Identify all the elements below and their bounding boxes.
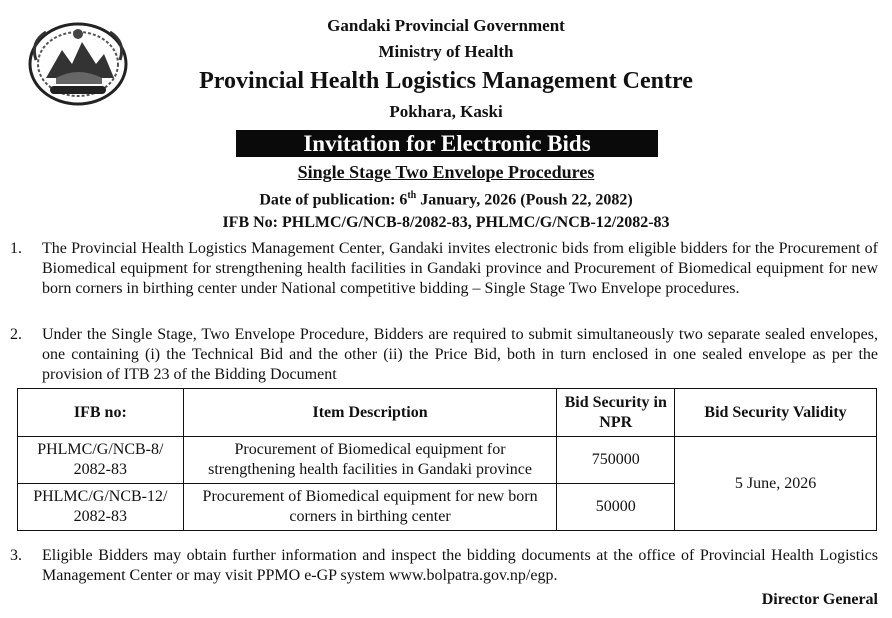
description-cell: Procurement of Biomedical equipment for new born corners in birthing center <box>183 484 557 531</box>
paragraph-3: 3. Eligible Bidders may obtain further information and inspect the bidding documents at the office of Provincial Health Logistics Management Center or may visit PPMO e-GP system www.bolpatra.gov.np/egp. <box>10 547 878 584</box>
notice-title-banner: Invitation for Electronic Bids <box>236 130 658 157</box>
ifb-cell: PHLMC/G/NCB-12/ 2082-83 <box>18 484 184 531</box>
publication-date: Date of publication: 6th January, 2026 (Poush 22, 2082) <box>259 190 633 209</box>
centre-name: Provincial Health Logistics Management Centre <box>199 68 693 94</box>
procedure-title: Single Stage Two Envelope Procedures <box>297 162 595 182</box>
validity-cell: 5 June, 2026 <box>675 437 877 531</box>
ministry-name: Ministry of Health <box>378 42 514 61</box>
location: Pokhara, Kaski <box>389 102 503 121</box>
table-row <box>18 437 877 484</box>
ifb-numbers: IFB No: PHLMC/G/NCB-8/2082-83, PHLMC/G/NCB-12/2082-83 <box>222 214 670 231</box>
paragraph-2: 2. Under the Single Stage, Two Envelope Procedure, Bidders are required to submit simultaneously two separate sealed envelopes, one containing (i) the Technical Bid and the other (ii) the Price Bid, both in turn enclosed in one sealed envelope as per the provision of ITB 23 of the Bidding Document <box>10 326 878 383</box>
ifb-cell: PHLMC/G/NCB-8/ 2082-83 <box>18 437 184 484</box>
bid-table <box>17 388 877 531</box>
table-header-row <box>18 389 877 437</box>
security-cell: 50000 <box>557 484 675 531</box>
header-validity: Bid Security Validity <box>675 389 877 437</box>
header-description: Item Description <box>183 389 557 437</box>
security-cell: 750000 <box>557 437 675 484</box>
header-ifb: IFB no: <box>18 389 184 437</box>
paragraph-1: 1. The Provincial Health Logistics Management Center, Gandaki invites electronic bids from eligible bidders for the Procurement of Biomedical equipment for strengthening health facilities in Gandaki province and Procurement of Biomedical equipment for new born corners in birthing center under National competitive bidding – Single Stage Two Envelope procedures. <box>10 240 878 297</box>
description-cell: Procurement of Biomedical equipment for strengthening health facilities in Gandaki province <box>183 437 557 484</box>
signature: Director General <box>761 591 878 608</box>
government-name: Gandaki Provincial Government <box>327 16 565 35</box>
header-bid-security: Bid Security in NPR <box>557 389 675 437</box>
